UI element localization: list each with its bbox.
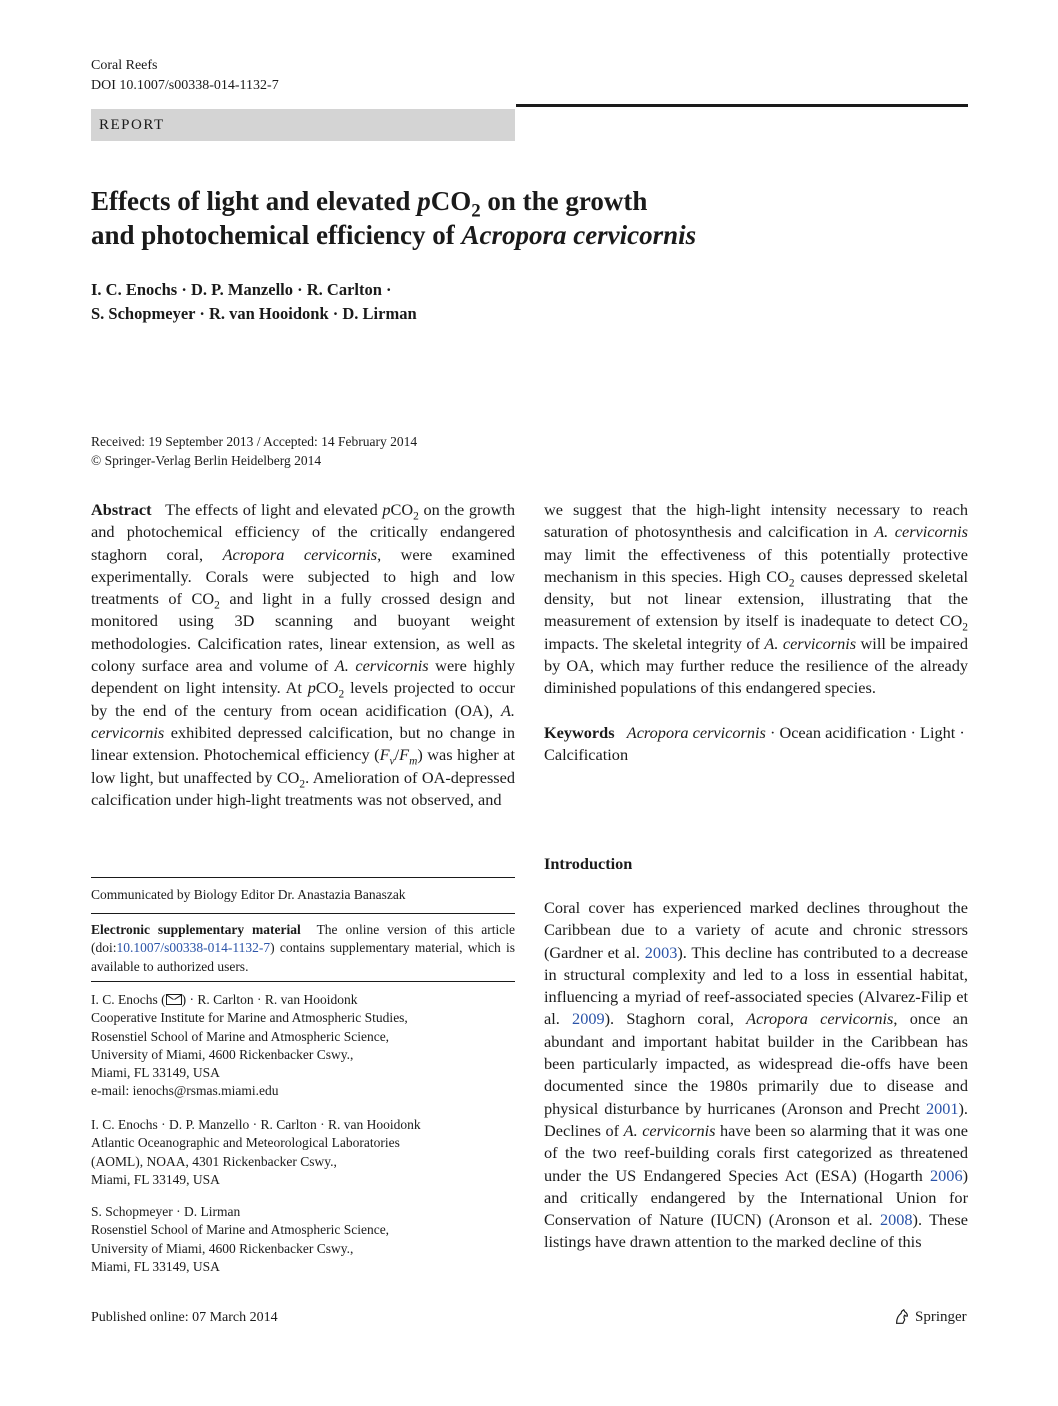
author-list — [91, 278, 591, 326]
affiliation-1: I. C. Enochs ( ) · R. Carlton · R. van Hooidonk Cooperative Institute for Marine and Atmospheric Studies, Rosenstiel School of Marine and Atmospheric Science, University of Miami, 4600 Rickenbacker Cswy., Miami, FL 33149, USA e-mail: ienochs@rsmas.miami.edu — [91, 991, 515, 1101]
abstract-right: we suggest that the high-light intensity necessary to reach saturation of photosynthesis and calcification in A. cervicornis may limit the effectiveness of this potentially protective mechanism in this species. High $CO_2$ causes depressed skeletal density, but not linear extension, illustrating that the measurement of extension by itself is inadequate to detect $CO_2$ impacts. The skeletal integrity of A. cervicornis will be impaired by OA, which may further reduce the resilience of the already diminished populations of this endangered species. Keywords Acropora cervicornis · Ocean acidification · Light · Calcification — [544, 499, 968, 766]
ref-link[interactable]: 2001 — [925, 1098, 959, 1118]
ref-link[interactable]: 2006 — [930, 1165, 963, 1185]
affiliation-2: I. C. Enochs · D. P. Manzello · R. Carlton · R. van Hooidonk Atlantic Oceanographic and Meteorological Laboratories (AOML), NOAA, 4301 Rickenbacker Cswy., Miami, FL 33149, USA — [91, 1117, 421, 1187]
email-envelope-icon — [166, 994, 182, 1005]
doi: DOI 10.1007/s00338-014-1132-7 — [91, 78, 279, 93]
journal-name: Coral Reefs — [91, 58, 158, 73]
received-accepted: Received: 19 September 2013 / Accepted: 14 February 2014 — [91, 434, 418, 449]
springer-horse-icon — [893, 1308, 911, 1326]
communicated-by: Communicated by Biology Editor Dr. Anastazia Banaszak — [91, 887, 406, 902]
publisher-logo: Springer — [893, 1308, 967, 1326]
introduction-heading: Introduction — [544, 854, 633, 873]
ref-link[interactable]: 2008 — [879, 1210, 913, 1230]
supplementary-note: Electronic supplementary material The online version of this article (doi:10.1007/s00338-014-1132-7) contains supplementary material, which is available to authorized users. — [91, 922, 515, 974]
abstract-heading: Abstract — [91, 500, 152, 519]
article-dates — [91, 432, 417, 470]
footnote-rule — [91, 913, 515, 914]
article-title — [91, 184, 811, 252]
copyright: © Springer-Verlag Berlin Heidelberg 2014 — [91, 453, 322, 468]
published-online: Published online: 07 March 2014 — [91, 1310, 278, 1325]
footnote-rule — [91, 981, 515, 982]
introduction-body: Coral cover has experienced marked declines throughout the Caribbean due to a variety of acute and chronic stressors (Gardner et al. 2003). This decline has contributed to a decrease in structural complexity and led to a loss in essential habitat, influencing a myriad of reef-associated species (Alvarez-Filip et al. 2009). Staghorn coral, Acropora cervicornis, once an abundant and important habitat builder in the Caribbean has been particularly impacted, as widespread die-offs have been documented since the 1980s primarily due to disease and physical disturbance by hurricanes (Aronson and Precht 2001). Declines of A. cervicornis have been so alarming that it was one of the two reef-building corals first categorized as threatened under the US Endangered Species Act (ESA) (Hogarth 2006) and critically endangered by the International Union for Conservation of Nature (IUCN) (Aronson et al. 2008). These listings have drawn attention to the marked decline of this — [544, 898, 969, 1252]
journal-header — [91, 56, 279, 96]
authors-line-1: I. C. Enochs · D. P. Manzello · R. Carlton · — [91, 280, 392, 299]
title-line-2: and photochemical efficiency of Acropora cervicornis — [91, 220, 697, 250]
ref-link[interactable]: 2003 — [644, 942, 678, 962]
header-rule — [516, 104, 968, 107]
email: e-mail: ienochs@rsmas.miami.edu — [91, 1083, 279, 1099]
footnote-rule — [91, 877, 515, 878]
title-line-1: Effects of light and elevated pCO$_2$ on the growth — [91, 186, 648, 222]
section-label: REPORT — [91, 109, 515, 141]
abstract-left: Abstract The effects of light and elevated pCO$_2$ on the growth and photochemical efficiency of the critically endangered staghorn coral, Acropora cervicornis, were examined experimentally. Corals were subjected to high and low treatments of $CO_2$ and light in a fully crossed design and monitored using 3D scanning and buoyant weight methodologies. Calcification rates, linear extension, as well as colony surface area and volume of A. cervicornis were highly dependent on light intensity. At pCO$_2$ levels projected to occur by the end of the century from ocean acidification (OA), A. cervicornis exhibited depressed calcification, but no change in linear extension. Photochemical efficiency $(F_v/F_m)$ was higher at low light, but unaffected by $CO_2$. Amelioration of OA-depressed calcification under high-light treatments was not observed, and — [91, 500, 516, 809]
affiliation-3: S. Schopmeyer · D. Lirman Rosenstiel School of Marine and Atmospheric Science, University of Miami, 4600 Rickenbacker Cswy., Miami, FL 33149, USA — [91, 1204, 390, 1274]
authors-line-2: S. Schopmeyer · R. van Hooidonk · D. Lirman — [91, 304, 417, 323]
keywords: Keywords Acropora cervicornis · Ocean acidification · Light · Calcification — [544, 722, 965, 764]
ref-link[interactable]: 2009 — [572, 1009, 605, 1029]
esm-doi-link[interactable]: 10.1007/s00338-014-1132-7 — [116, 940, 271, 956]
